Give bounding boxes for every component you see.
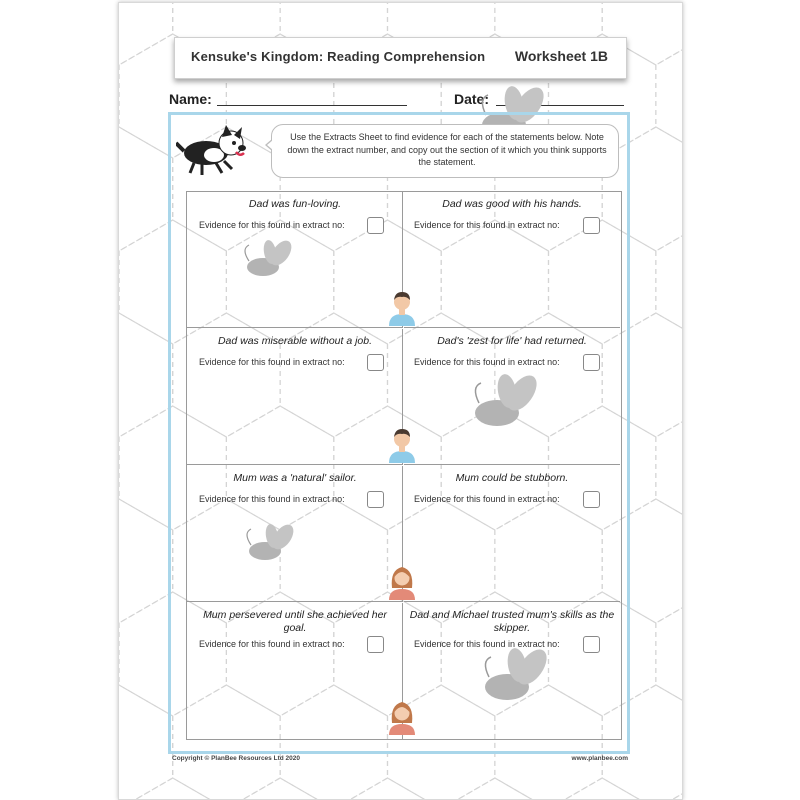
extract-number-box[interactable] xyxy=(367,217,384,234)
date-label: Date: xyxy=(454,91,490,107)
dog-icon xyxy=(176,121,256,181)
bee-watermark-icon xyxy=(239,239,299,279)
extract-number-box[interactable] xyxy=(367,636,384,653)
hexagon-shape xyxy=(119,685,173,799)
hexagon-shape xyxy=(549,778,656,799)
bee-watermark-icon xyxy=(241,523,301,563)
worksheet-title: Kensuke's Kingdom: Reading Comprehension xyxy=(191,49,486,64)
hexagon-shape xyxy=(119,778,226,799)
extract-number-box[interactable] xyxy=(583,491,600,508)
man-avatar-icon xyxy=(387,288,417,326)
woman-avatar-icon xyxy=(387,562,417,600)
statement-text: Dad's 'zest for life' had returned. xyxy=(437,335,587,347)
website-link[interactable]: www.planbee.com xyxy=(571,755,628,762)
copyright-text: Copyright © PlanBee Resources Ltd 2020 xyxy=(172,755,300,762)
extract-number-box[interactable] xyxy=(367,491,384,508)
evidence-label: Evidence for this found in extract no: xyxy=(199,220,345,230)
statement-cell xyxy=(187,603,403,739)
hexagon-shape xyxy=(656,778,682,799)
name-field[interactable] xyxy=(169,91,212,107)
title-banner xyxy=(174,37,627,79)
extract-number-box[interactable] xyxy=(583,354,600,371)
man-avatar-icon xyxy=(387,425,417,463)
hexagon-shape xyxy=(119,499,173,623)
evidence-label: Evidence for this found in extract no: xyxy=(414,639,560,649)
name-label: Name: xyxy=(169,91,212,107)
instructions-bubble xyxy=(271,124,619,178)
evidence-label: Evidence for this found in extract no: xyxy=(199,357,345,367)
statement-cell xyxy=(404,192,620,328)
statement-text: Dad was good with his hands. xyxy=(442,198,582,210)
worksheet-number: Worksheet 1B xyxy=(514,48,608,64)
evidence-label: Evidence for this found in extract no: xyxy=(414,357,560,367)
statement-cell xyxy=(404,466,620,602)
evidence-label: Evidence for this found in extract no: xyxy=(199,639,345,649)
bee-watermark-icon xyxy=(477,647,557,705)
hexagon-shape xyxy=(226,778,333,799)
hexagon-shape xyxy=(334,778,441,799)
evidence-label: Evidence for this found in extract no: xyxy=(199,494,345,504)
name-line xyxy=(217,105,407,106)
statement-text: Mum was a 'natural' sailor. xyxy=(233,472,357,484)
extract-number-box[interactable] xyxy=(583,636,600,653)
statement-text: Mum could be stubborn. xyxy=(455,472,569,484)
evidence-label: Evidence for this found in extract no: xyxy=(414,494,560,504)
woman-avatar-icon xyxy=(387,697,417,735)
hexagon-shape xyxy=(119,3,173,65)
statement-cell xyxy=(187,329,403,465)
extract-number-box[interactable] xyxy=(367,354,384,371)
statement-text: Dad was miserable without a job. xyxy=(217,335,373,347)
evidence-label: Evidence for this found in extract no: xyxy=(414,220,560,230)
hexagon-shape xyxy=(441,778,548,799)
bee-watermark-icon xyxy=(467,373,547,431)
statement-text: Dad and Michael trusted mum's skills as the skipper. xyxy=(409,609,615,634)
hexagon-shape xyxy=(119,127,173,251)
statement-text: Dad was fun-loving. xyxy=(248,198,342,210)
hexagon-shape xyxy=(119,313,173,437)
statement-text: Mum persevered until she achieved her goal. xyxy=(203,609,387,634)
worksheet-page xyxy=(118,2,683,800)
extract-number-box[interactable] xyxy=(583,217,600,234)
instructions-text: Use the Extracts Sheet to find evidence for each of the statements below. Note down the extract number, and copy out the section of it which you think supports the statement. xyxy=(287,132,607,167)
